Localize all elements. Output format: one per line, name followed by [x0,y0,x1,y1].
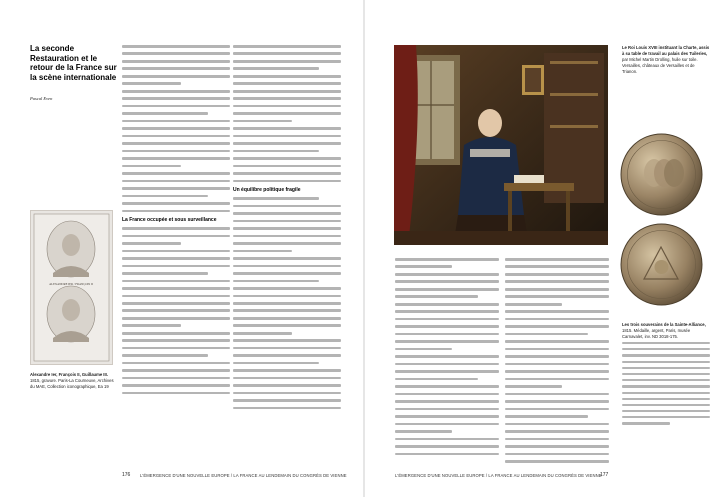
text-line [395,348,452,351]
text-line [233,407,341,410]
running-footer-left: L'ÉMERGENCE D'UNE NOUVELLE EUROPE / LA FRANCE AU LENDEMAIN DU CONGRÈS DE VIENNE [140,473,347,478]
left-caption-rest: 1815, gravure. Paris-La Courneuve, Archives du MAE, Collection iconographique, Ea 19 [30,378,114,389]
text-line [395,355,499,358]
text-line [122,210,230,213]
text-line [122,75,230,78]
text-line [122,142,230,145]
page-gutter [363,0,365,497]
text-line [395,295,478,298]
text-line [395,310,499,313]
text-line [233,235,341,238]
painting-caption-bold: Le Roi Louis XVIII instituant la Charte, assis à sa table de travail au palais des Tuileries, [622,45,710,56]
text-line [505,280,609,283]
text-line [233,384,341,387]
text-line [122,97,230,100]
text-line [395,363,499,366]
text-line [122,265,230,268]
text-line [233,205,341,208]
text-line [395,265,452,268]
text-line [233,112,341,115]
text-line [233,280,319,283]
caption-line [622,392,710,394]
text-line [233,347,341,350]
text-line [233,105,341,108]
text-line [233,399,341,402]
text-line [122,90,230,93]
text-line [395,258,499,261]
text-line [505,295,609,298]
text-line [233,45,341,48]
text-column-2 [233,45,341,414]
caption-line [622,385,710,387]
caption-line [622,379,710,381]
medal-caption [622,322,710,340]
caption-line [622,373,710,375]
text-line [395,280,499,283]
text-line [505,460,609,463]
caption-line [622,404,710,406]
text-line [122,309,230,312]
text-line [233,142,341,145]
section-heading: La France occupée et sous surveillance [122,217,217,224]
text-line [505,415,588,418]
text-line [505,385,562,388]
text-line [233,82,341,85]
caption-line [622,422,670,424]
text-line [233,75,341,78]
portrait-engraving [30,210,113,365]
text-line [395,325,499,328]
text-line [505,430,609,433]
text-line [505,453,609,456]
text-line [122,250,230,253]
page-number-left: 176 [122,472,131,478]
author-name: Pascal Even [30,96,53,101]
text-line [122,317,230,320]
text-line [233,165,341,168]
text-line [505,438,609,441]
text-line [395,378,478,381]
text-line [505,393,609,396]
text-line [122,82,181,85]
text-line [122,392,230,395]
text-line [233,242,341,245]
text-line [122,67,230,70]
text-line [233,272,341,275]
text-line [122,347,230,350]
text-line [233,212,341,215]
text-line [395,393,499,396]
text-line [122,302,230,305]
text-line [233,127,341,130]
text-line [122,377,230,380]
text-line [505,423,609,426]
text-line [233,197,319,200]
text-line [122,384,230,387]
text-line [233,157,341,160]
text-line [233,172,341,175]
text-line [233,369,341,372]
medal-reverse [620,223,703,306]
text-column-3 [395,258,499,460]
text-line [233,150,319,153]
text-line [233,317,341,320]
text-line [122,157,230,160]
painting-caption-rest: par Michel Martin Drolling, huile sur toile. Versailles, châteaux de Versailles et de Trianon. [622,57,698,74]
text-line [233,362,319,365]
text-line [122,120,230,123]
text-line [233,339,341,342]
text-line [233,120,292,123]
medal-reverse-illustration [620,223,703,306]
engraving-illustration [31,211,112,364]
text-line [122,165,181,168]
text-line [395,408,499,411]
text-line [122,227,230,230]
text-line [233,220,341,223]
text-line [505,333,588,336]
text-line [395,453,499,456]
text-line [122,195,208,198]
text-line [505,355,609,358]
text-line [233,52,341,55]
text-line [395,400,499,403]
text-line [505,340,609,343]
text-line [233,354,341,357]
text-line [122,272,208,275]
text-line [505,400,609,403]
text-line [505,288,609,291]
medal-caption-lines [622,342,710,429]
text-line [505,408,609,411]
text-line [122,324,181,327]
text-line [395,303,499,306]
text-line [122,60,230,63]
text-line [505,378,609,381]
caption-line [622,398,710,400]
text-line [505,303,562,306]
caption-line [622,354,710,356]
text-line [233,392,341,395]
caption-line [622,416,710,418]
text-line [122,52,230,55]
caption-line [622,367,710,369]
painting-image [394,45,608,245]
text-line [395,430,452,433]
text-column-1 [122,45,230,399]
caption-line [622,342,710,344]
medal-caption-rest: 1815. Médaille, argent, Paris, musée Carnavalet, inv. ND 3018-175. [622,328,691,339]
left-image-caption [30,372,116,390]
text-line [122,369,230,372]
text-line [122,180,230,183]
text-line [122,45,230,48]
text-line [122,187,230,190]
text-line [505,363,609,366]
left-caption-bold: Alexandre Ier, François II, Guillaume III. [30,372,108,377]
text-line [395,333,499,336]
page-number-right: 177 [600,472,609,478]
section-heading: Un équilibre politique fragile [233,187,301,194]
chapter-title: La seconde Restauration et le retour de la France sur la scène internationale [30,44,117,82]
text-line [122,150,230,153]
text-line [395,370,499,373]
text-line [122,354,208,357]
text-line [233,265,341,268]
text-line [505,310,609,313]
text-line [505,318,609,321]
text-line [505,265,609,268]
medal-obverse [620,133,703,216]
text-line [122,172,230,175]
medal-caption-bold: Les trois souverains de la Sainte-Alliance, [622,322,706,327]
text-line [505,445,609,448]
text-line [505,370,609,373]
text-line [505,325,609,328]
text-line [122,235,230,238]
text-line [233,180,341,183]
text-line [395,318,499,321]
text-line [233,295,341,298]
text-line [122,339,230,342]
text-line [122,135,230,138]
medal-obverse-illustration [620,133,703,216]
painting-caption [622,45,710,75]
text-line [233,97,341,100]
text-line [233,60,341,63]
text-line [233,302,341,305]
text-line [122,242,181,245]
text-line [233,309,341,312]
text-line [505,273,609,276]
text-line [122,280,230,283]
text-line [395,273,499,276]
text-line [122,332,230,335]
text-line [233,67,319,70]
text-line [122,287,230,290]
text-line [395,423,499,426]
text-line [233,227,341,230]
caption-line [622,410,710,412]
text-line [122,127,230,130]
text-line [122,295,230,298]
caption-line [622,361,710,363]
text-line [395,445,499,448]
text-line [505,348,609,351]
text-line [233,332,292,335]
text-column-4 [505,258,609,468]
running-footer-right: L'ÉMERGENCE D'UNE NOUVELLE EUROPE / LA FRANCE AU LENDEMAIN DU CONGRÈS DE VIENNE [395,473,602,478]
text-line [233,250,292,253]
text-line [233,377,341,380]
text-line [233,324,341,327]
text-line [233,257,341,260]
text-line [395,288,499,291]
text-line [233,287,341,290]
caption-line [622,348,710,350]
painting-illustration [394,45,608,245]
text-line [122,202,230,205]
text-line [233,90,341,93]
text-line [122,112,208,115]
text-line [122,105,230,108]
text-line [395,438,499,441]
text-line [233,135,341,138]
text-line [505,258,609,261]
text-line [395,385,499,388]
text-line [122,362,230,365]
text-line [395,340,499,343]
text-line [122,257,230,260]
engraving-label-top: ALEXANDRE IER / FRANÇOIS II [49,282,93,286]
text-line [395,415,499,418]
